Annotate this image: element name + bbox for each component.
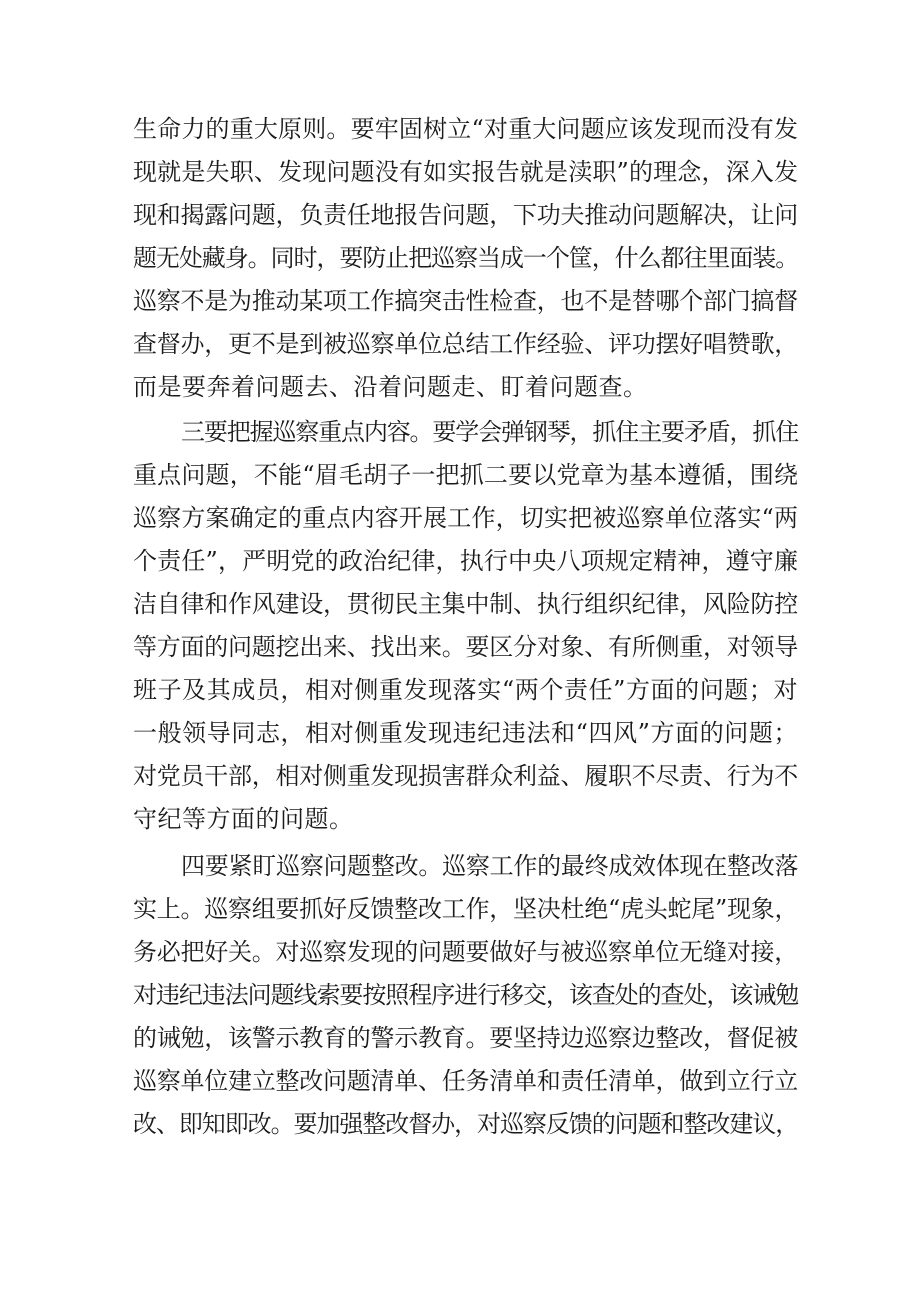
paragraph-line: 巡察方案确定的重点内容开展工作，切实把被巡察单位落实“两 (133, 504, 798, 532)
paragraph-line: 个责任”，严明党的政治纪律，执行中央八项规定精神，遵守廉 (133, 547, 798, 575)
paragraph-line: 洁自律和作风建设，贯彻民主集中制、执行组织纪律，风险防控 (133, 590, 798, 618)
paragraph-line: 巡察不是为推动某项工作搞突击性检查，也不是替哪个部门搞督 (133, 287, 798, 315)
paragraph-line: 改、即知即改。要加强整改督办，对巡察反馈的问题和整改建议， (133, 1110, 798, 1138)
paragraph-line: 一般领导同志，相对侧重发现违纪违法和“四风”方面的问题； (133, 719, 798, 747)
paragraph-heading-line: 三要把握巡察重点内容。要学会弹钢琴，抓住主要矛盾，抓住 (181, 418, 798, 446)
paragraph-line: 而是要奔着问题去、沿着问题走、盯着问题查。 (133, 373, 648, 401)
paragraph-line: 重点问题，不能“眉毛胡子一把抓二要以党章为基本遵循，围绕 (133, 461, 798, 489)
paragraph-line: 守纪等方面的问题。 (133, 805, 354, 833)
paragraph-line: 生命力的重大原则。要牢固树立“对重大问题应该发现而没有发 (133, 115, 798, 143)
paragraph-line: 班子及其成员，相对侧重发现落实“两个责任”方面的问题；对 (133, 676, 798, 704)
paragraph-line: 的诫勉，该警示教育的警示教育。要坚持边巡察边整改，督促被 (133, 1024, 798, 1052)
paragraph-line: 查督办，更不是到被巡察单位总结工作经验、评功摆好唱赞歌， (133, 330, 798, 358)
paragraph-line: 对党员干部，相对侧重发现损害群众利益、履职不尽责、行为不 (133, 762, 798, 790)
paragraph-line: 对违纪违法问题线索要按照程序进行移交，该查处的查处，该诫勉 (133, 981, 798, 1009)
paragraph-line: 巡察单位建立整改问题清单、任务清单和责任清单，做到立行立 (133, 1067, 798, 1095)
paragraph-line: 题无处藏身。同时，要防止把巡察当成一个筐，什么都往里面装。 (133, 244, 798, 272)
paragraph-line: 等方面的问题挖出来、找出来。要区分对象、有所侧重，对领导 (133, 633, 798, 661)
paragraph-line: 实上。巡察组要抓好反馈整改工作，坚决杜绝“虎头蛇尾”现象， (133, 895, 799, 923)
paragraph-line: 务必把好关。对巡察发现的问题要做好与被巡察单位无缝对接， (133, 938, 798, 966)
paragraph-line: 现就是失职、发现问题没有如实报告就是渎职”的理念，深入发 (133, 158, 798, 186)
paragraph-line: 现和揭露问题，负责任地报告问题，下功夫推动问题解决，让问 (133, 201, 798, 229)
paragraph-heading-line: 四要紧盯巡察问题整改。巡察工作的最终成效体现在整改落 (181, 852, 798, 880)
